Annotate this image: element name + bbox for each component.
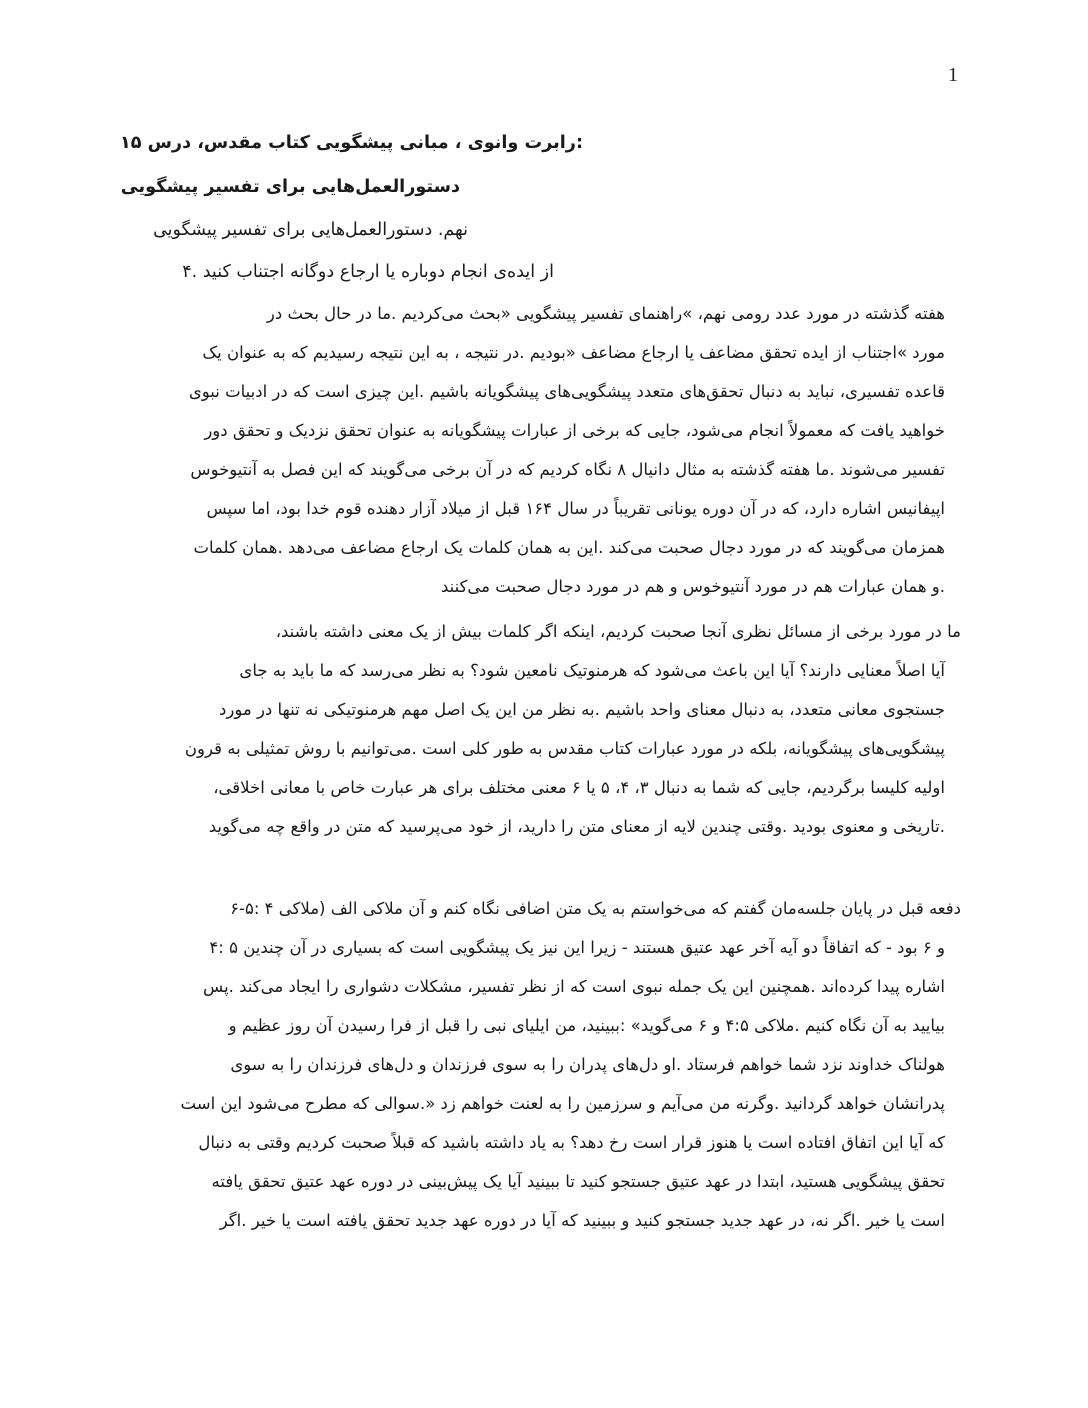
paragraph-1-line: خواهید یافت که معمولاً انجام می‌شود، جایی که برخی از عبارات پیشگویانه به عنوان تحقق نزدیک و تحقق دور [204, 421, 945, 440]
paragraph-2-line: پیشگویی‌های پیشگویانه، بلکه در مورد عبارات کتاب مقدس به طور کلی است .می‌توانیم با روش تمثیلی به قرون [184, 739, 945, 758]
paragraph-3-line: هولناک خداوند نزد شما خواهم فرستاد .او دل‌های پدران را به سوی فرزندان و دل‌های فرزندان را به سوی [230, 1055, 945, 1074]
paragraph-3-line: و ۶ بود - که اتفاقاً دو آیه آخر عهد عتیق هستند - زیرا این نیز یک پیشگویی است که بسیاری در آن چندین ۵ :۴ [209, 938, 945, 957]
paragraph-3-line: که آیا این اتفاق افتاده است یا هنوز قرار است رخ دهد؟ به یاد داشته باشید که قبلاً صحبت کردیم وقتی به دنبال [198, 1133, 945, 1152]
paragraph-3-line: پدرانشان خواهد گردانید .وگرنه من می‌آیم و سرزمین را به لعنت خواهم زد «.سوالی که مطرح می‌شود این است [180, 1094, 945, 1113]
paragraph-3-line: است یا خیر .اگر نه، در عهد جدید جستجو کنید و ببینید که آیا در دوره عهد جدید تحقق یافته است یا خیر .اگر [219, 1211, 945, 1230]
paragraph-3-line: بیایید به آن نگاه کنیم .ملاکی ۴:۵ و ۶ می‌گوید» :ببینید، من ایلیای نبی را قبل از فرا رسیدن آن روز عظیم و [228, 1016, 945, 1035]
paragraph-1-line: اپیفانیس اشاره دارد، که در آن دوره یونانی تقریباً در سال ۱۶۴ قبل از میلاد آزار دهنده قوم خدا بود، اما سپس [206, 499, 945, 518]
paragraph-2-line: اولیه کلیسا برگردیم، جایی که شما به دنبال ۳، ۴، ۵ یا ۶ معنی مختلف برای هر عبارت خاص با معانی اخلاقی، [213, 778, 945, 797]
subsection-heading: از ایده‌ی انجام دوباره یا ارجاع دوگانه اجتناب کنید .۴ [182, 262, 554, 282]
document-title: :رابرت وانوی ، مبانی پیشگویی کتاب مقدس، درس ۱۵ [120, 133, 583, 153]
paragraph-3-line: اشاره پیدا کرده‌اند .همچنین این یک جمله نبوی است که از نظر تفسیر، مشکلات دشواری را ایجاد می‌کند .پس [203, 977, 945, 996]
paragraph-1-line: مورد »اجتناب از ایده تحقق مضاعف یا ارجاع مضاعف «بودیم .در نتیجه ، به این نتیجه رسیدیم که به عنوان یک [202, 343, 945, 362]
paragraph-2-line: ما در مورد برخی از مسائل نظری آنجا صحبت کردیم، اینکه اگر کلمات بیش از یک معنی داشته باشند، [275, 622, 961, 641]
paragraph-2-line: .تاریخی و معنوی بودید .وقتی چندین لایه از معنای متن را دارید، از خود می‌پرسید که متن در واقع چه می‌گوید [208, 817, 945, 836]
section-heading: نهم. دستورالعمل‌هایی برای تفسیر پیشگویی [153, 220, 468, 240]
paragraph-2-line: جستجوی معانی متعدد، به دنبال معنای واحد باشیم .به نظر من این یک اصل مهم هرمنوتیکی نه تنها در مورد [219, 700, 945, 719]
paragraph-3-line: تحقق پیشگویی هستید، ابتدا در عهد عتیق جستجو کنید تا ببینید آیا یک پیش‌بینی در دوره عهد عتیق تحقق یافته [211, 1172, 945, 1191]
paragraph-1-line: همزمان می‌گویند که در مورد دجال صحبت می‌کند .این به همان کلمات یک ارجاع مضاعف می‌دهد .همان کلمات [193, 538, 945, 557]
document-subtitle: دستورالعمل‌هایی برای تفسیر پیشگویی [120, 177, 460, 197]
paragraph-1-line: هفته گذشته در مورد عدد رومی نهم، »راهنمای تفسیر پیشگویی «بحث می‌کردیم .ما در حال بحث در [266, 304, 945, 323]
page-number: 1 [948, 64, 958, 86]
paragraph-1-line: قاعده تفسیری، نباید به دنبال تحقق‌های متعدد پیشگویی‌های پیشگویانه باشیم .این چیزی است که در ادبیات نبوی [188, 382, 945, 401]
paragraph-1-line: تفسیر می‌شوند .ما هفته گذشته به مثال دانیال ۸ نگاه کردیم که در آن برخی می‌گویند که این فصل به آنتیوخوس [190, 460, 945, 479]
paragraph-1-line: .و همان عبارات هم در مورد آنتیوخوس و هم در مورد دجال صحبت می‌کنند [440, 577, 945, 596]
paragraph-2-line: آیا اصلاً معنایی دارند؟ آیا این باعث می‌شود که هرمنوتیک نامعین شود؟ به نظر می‌رسد که ما باید به جای [239, 661, 945, 680]
paragraph-3-line: دفعه قبل در پایان جلسه‌مان گفتم که می‌خواستم به یک متن اضافی نگاه کنم و آن ملاکی الف (ملاکی ۴ :۵-۶ [230, 899, 961, 918]
